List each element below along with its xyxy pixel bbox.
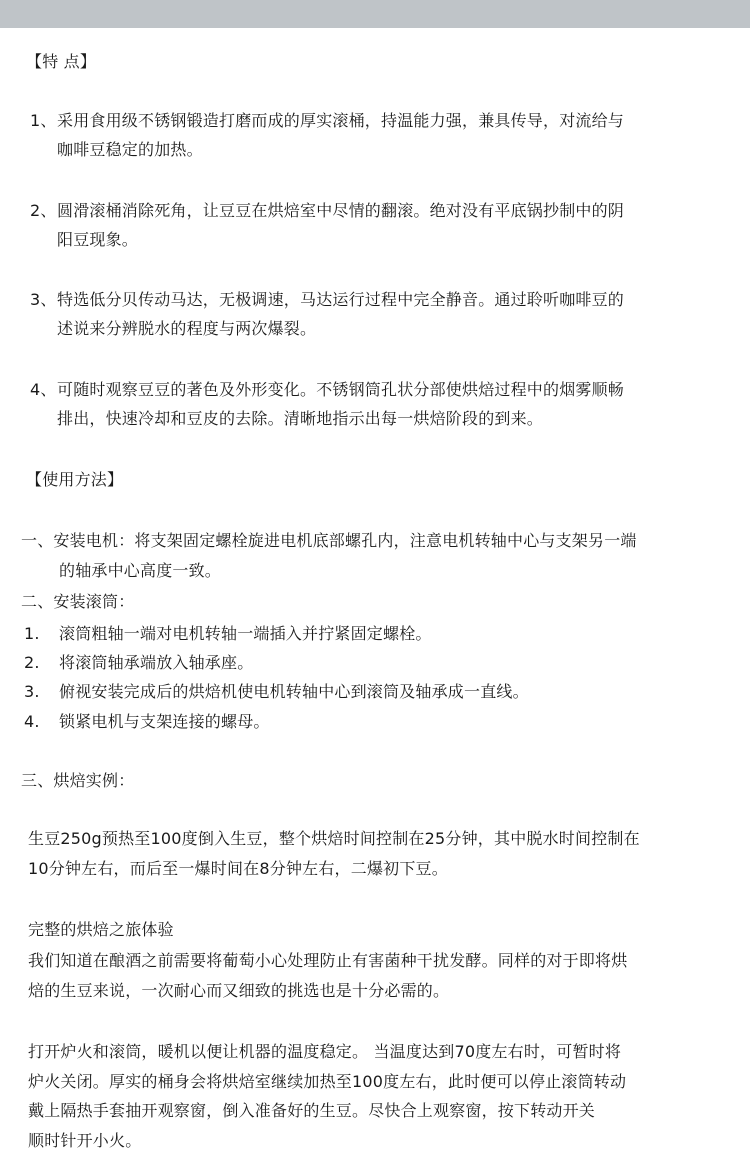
usage-step2-item1-text: 滚筒粗轴一端对电机转轴一端插入并拧紧固定螺栓。 (59, 624, 432, 643)
feature-3-line2: 述说来分辨脱水的程度与两次爆裂。 (57, 319, 317, 338)
example-para3-line3: 戴上隔热手套抽开观察窗，倒入准备好的生豆。尽快合上观察窗，按下转动开关 (28, 1101, 596, 1120)
feature-4-line2: 排出，快速冷却和豆皮的去除。清晰地指示出每一烘焙阶段的到来。 (57, 409, 544, 428)
usage-step2-title: 二、安装滚筒： (21, 592, 135, 611)
feature-2-number: 2、 (30, 201, 57, 220)
usage-step1-line2: 的轴承中心高度一致。 (59, 561, 222, 580)
usage-step2-item3-text: 俯视安装完成后的烘焙机使电机转轴中心到滚筒及轴承成一直线。 (59, 682, 529, 701)
features-heading: 【特 点】 (26, 52, 97, 71)
usage-step2-item4-text: 锁紧电机与支架连接的螺母。 (59, 712, 270, 731)
feature-3-line1: 特选低分贝传动马达，无极调速，马达运行过程中完全静音。通过聆听咖啡豆的 (57, 290, 625, 309)
feature-4-line1: 可随时观察豆豆的著色及外形变化。不锈钢筒孔状分部使烘焙过程中的烟雾顺畅 (57, 380, 625, 399)
usage-step2-item2-number: 2. (24, 653, 40, 672)
usage-step1-line1: 一、安装电机：将支架固定螺栓旋进电机底部螺孔内，注意电机转轴中心与支架另一端 (21, 531, 637, 550)
feature-2-line2: 阳豆现象。 (57, 230, 139, 249)
example-para3-line4: 顺时针开小火。 (28, 1131, 142, 1150)
feature-1-number: 1、 (30, 111, 57, 130)
feature-1-line1: 采用食用级不锈钢锻造打磨而成的厚实滚桶，持温能力强，兼具传导，对流给与 (57, 111, 625, 130)
example-para2-title: 完整的烘焙之旅体验 (28, 920, 174, 939)
usage-step2-item1-number: 1. (24, 624, 40, 643)
example-para3-line1: 打开炉火和滚筒，暖机以便让机器的温度稳定。 当温度达到70度左右时，可暂时将 (28, 1042, 622, 1061)
example-para2-line2: 焙的生豆来说，一次耐心而又细致的挑选也是十分必需的。 (28, 981, 450, 1000)
example-para1-line1: 生豆250g预热至100度倒入生豆，整个烘焙时间控制在25分钟，其中脱水时间控制在 (28, 829, 640, 848)
example-para3-line2: 炉火关闭。厚实的桶身会将烘焙室继续加热至100度左右，此时便可以停止滚筒转动 (28, 1072, 627, 1091)
usage-step2-item2-text: 将滚筒轴承端放入轴承座。 (59, 653, 254, 672)
example-para2-line1: 我们知道在酿酒之前需要将葡萄小心处理防止有害菌种干扰发酵。同样的对于即将烘 (28, 951, 628, 970)
usage-step3-title: 三、烘焙实例： (21, 771, 135, 790)
usage-step2-item3-number: 3. (24, 682, 40, 701)
feature-1-line2: 咖啡豆稳定的加热。 (57, 140, 203, 159)
feature-4-number: 4、 (30, 380, 57, 399)
example-para1-line2: 10分钟左右，而后至一爆时间在8分钟左右，二爆初下豆。 (28, 859, 448, 878)
usage-step2-item4-number: 4. (24, 712, 40, 731)
feature-2-line1: 圆滑滚桶消除死角，让豆豆在烘焙室中尽情的翻滚。绝对没有平底锅抄制中的阴 (57, 201, 625, 220)
top-gray-bar (0, 0, 750, 28)
feature-3-number: 3、 (30, 290, 57, 309)
usage-heading: 【使用方法】 (26, 470, 124, 489)
